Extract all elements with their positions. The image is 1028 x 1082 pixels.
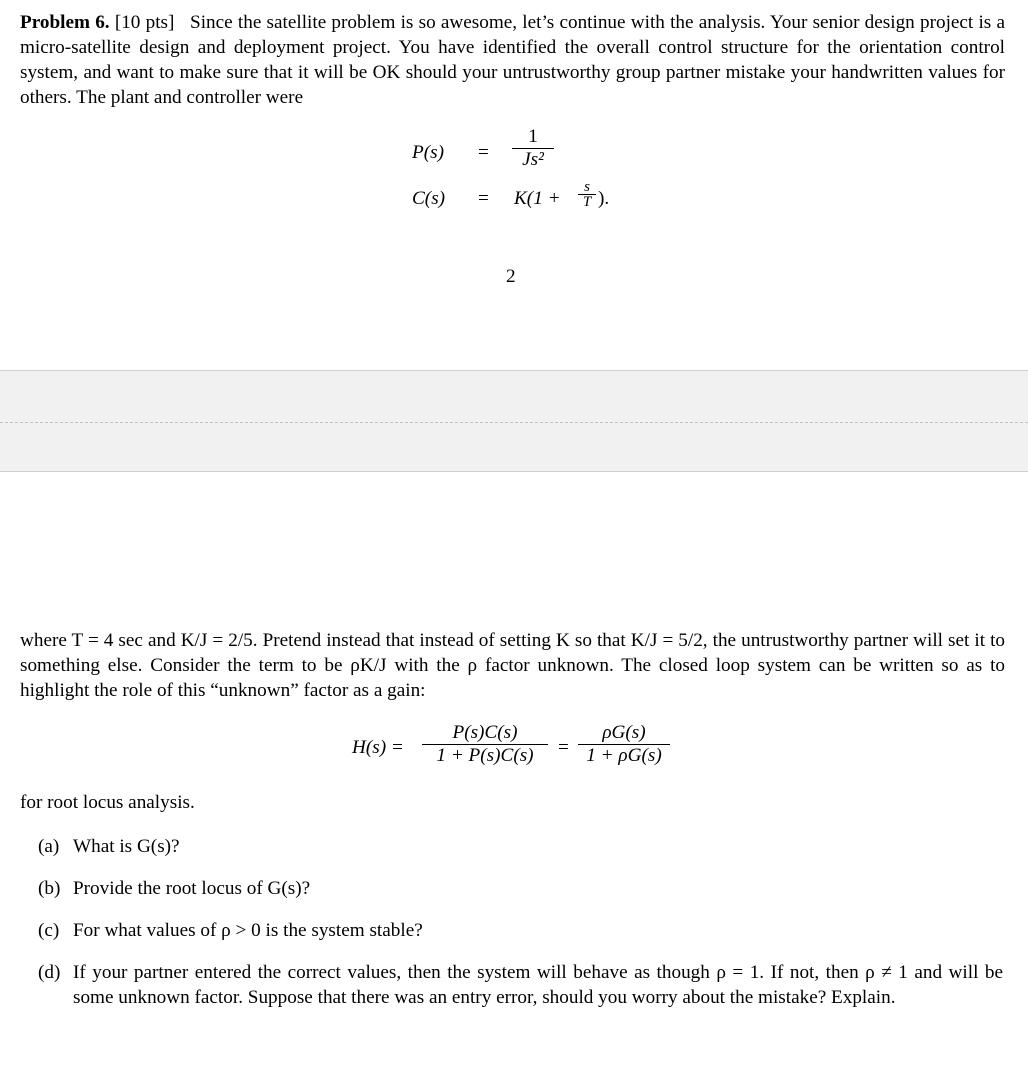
h-num-2: ρG(s) <box>602 722 646 743</box>
question-text: Provide the root locus of G(s)? <box>73 878 311 899</box>
h-eq-sign-2: = <box>558 737 569 758</box>
h-fraction-1 <box>422 722 548 767</box>
page-break-band <box>0 370 1028 472</box>
question-label: (b) <box>38 878 61 899</box>
h-lhs: H(s) = <box>352 737 404 758</box>
h-num-1: P(s)C(s) <box>452 722 518 743</box>
plant-denominator: Js² <box>512 148 554 171</box>
h-den-2: 1 + ρG(s) <box>578 744 670 767</box>
controller-rhs-pre: K(1 + <box>514 188 561 209</box>
problem-intro-text: Since the satellite problem is so awesome, let’s continue with the analysis. Your senior design project is a micro-satellite design and deployment project. You have identified the overall control structure for the orientation control system, and want to make sure that it will be OK should your untrustworthy group partner mistake your handwritten values for others. The plant and controller were <box>20 12 1006 108</box>
plant-fraction <box>512 126 554 171</box>
question-label: (d) <box>38 962 61 983</box>
page-number: 2 <box>506 266 516 287</box>
controller-fraction <box>578 180 596 209</box>
problem-heading: Problem 6. <box>20 12 110 33</box>
question-text: For what values of ρ > 0 is the system stable? <box>73 920 423 941</box>
question-text: If your partner entered the correct values, then the system will behave as though ρ = 1. If not, then ρ ≠ 1 and will be some unknown factor. Suppose that there was an entry error, should you worry about the mistake? Explain. <box>73 962 1003 1008</box>
page-break-dashed-line <box>0 422 1028 423</box>
where-paragraph: where T = 4 sec and K/J = 2/5. Pretend instead that instead of setting K so that K/J = 5/2, the untrustworthy partner will set it to something else. Consider the term to be ρK/J with the ρ factor unknown. The closed loop system can be written so as to highlight the role of this “unknown” factor as a gain: <box>20 630 1005 701</box>
controller-frac-den: T <box>578 194 596 209</box>
question-text: What is G(s)? <box>73 836 180 857</box>
question-label: (a) <box>38 836 60 857</box>
question-label: (c) <box>38 920 60 941</box>
page-2 <box>0 472 1028 1082</box>
h-fraction-2 <box>578 722 670 767</box>
controller-lhs: C(s) <box>412 188 446 209</box>
plant-eq-sign: = <box>478 142 489 163</box>
controller-frac-num: s <box>584 179 590 195</box>
page-1 <box>0 0 1028 370</box>
problem-points: [10 pts] <box>114 12 175 33</box>
plant-lhs: P(s) <box>412 142 444 163</box>
controller-rhs-post: ). <box>598 188 610 209</box>
h-den-1: 1 + P(s)C(s) <box>422 744 548 767</box>
controller-eq-sign: = <box>478 188 489 209</box>
plant-numerator: 1 <box>528 126 538 147</box>
problem-intro <box>20 10 1005 110</box>
root-locus-text: for root locus analysis. <box>20 792 195 813</box>
